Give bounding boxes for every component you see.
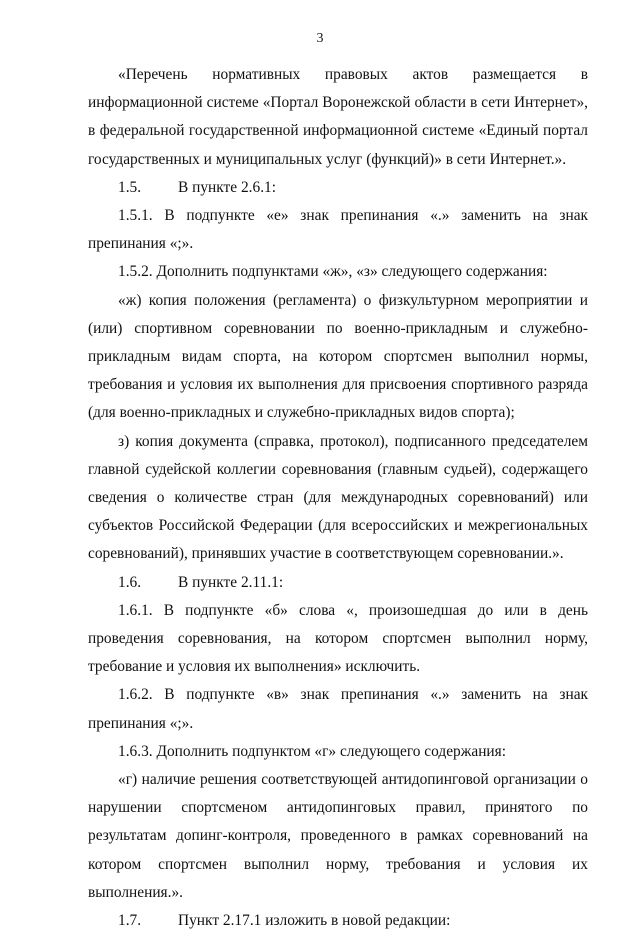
paragraph-list-placement: «Перечень нормативных правовых актов размещается в информационной системе «Портал Воронежской области в сети Интернет», в федеральной государственной информационной системе «Единый портал государственных и муниципальных услуг (функций)» в сети Интернет.». xyxy=(88,66,588,168)
clause-1-6-3: 1.6.3. Дополнить подпунктом «г» следующего содержания: xyxy=(118,742,507,760)
clause-1-5-2: 1.5.2. Дополнить подпунктами «ж», «з» следующего содержания: xyxy=(118,263,548,281)
subclause-g: «г) наличие решения соответствующей антидопинговой организации о нарушении спортсменом антидопинговых правил, принятого по результатам допинг-контроля, проведенного в рамках соревнований на котором спортсмен выполнил норму, требования и условия их выполнения.». xyxy=(88,771,588,901)
clause-number: 1.7. xyxy=(118,912,142,930)
clause-1-6-1: 1.6.1. В подпункте «б» слова «, произошедшая до или в день проведения соревнования, на котором спортсмен выполнил норму, требование и условия их выполнения» исключить. xyxy=(88,601,588,676)
clause-number: 1.5. xyxy=(118,178,142,196)
subclause-z: з) копия документа (справка, протокол), подписанного председателем главной судейской коллегии соревнования (главным судьей), содержащего сведения о количестве стран (для международных соревнований) или субъектов Российской Федерации (для всероссийских и межрегиональных соревнований), принявших участие в соответствующем соревновании.». xyxy=(88,432,588,563)
document-body xyxy=(88,61,588,935)
page-number: 3 xyxy=(316,31,324,46)
clause-1-7: 1.7. Пункт 2.17.1 изложить в новой редакции: xyxy=(88,907,588,935)
clause-1-5: 1.5. В пункте 2.6.1: xyxy=(88,174,588,202)
clause-1-6: 1.6. В пункте 2.11.1: xyxy=(88,569,588,597)
clause-1-6-2: 1.6.2. В подпункте «в» знак препинания «.» заменить на знак препинания «;». xyxy=(88,686,588,732)
clause-number: 1.6. xyxy=(118,573,142,591)
subclause-zh: «ж) копия положения (регламента) о физкультурном мероприятии и (или) спортивном соревновании по военно-прикладным и служебно-прикладным видам спорта, на котором спортсмен выполнил нормы, требования и условия их выполнения для присвоения спортивного разряда (для военно-прикладных и служебно-прикладных видов спорта); xyxy=(88,291,588,422)
clause-1-5-1: 1.5.1. В подпункте «е» знак препинания «.» заменить на знак препинания «;». xyxy=(88,207,588,253)
